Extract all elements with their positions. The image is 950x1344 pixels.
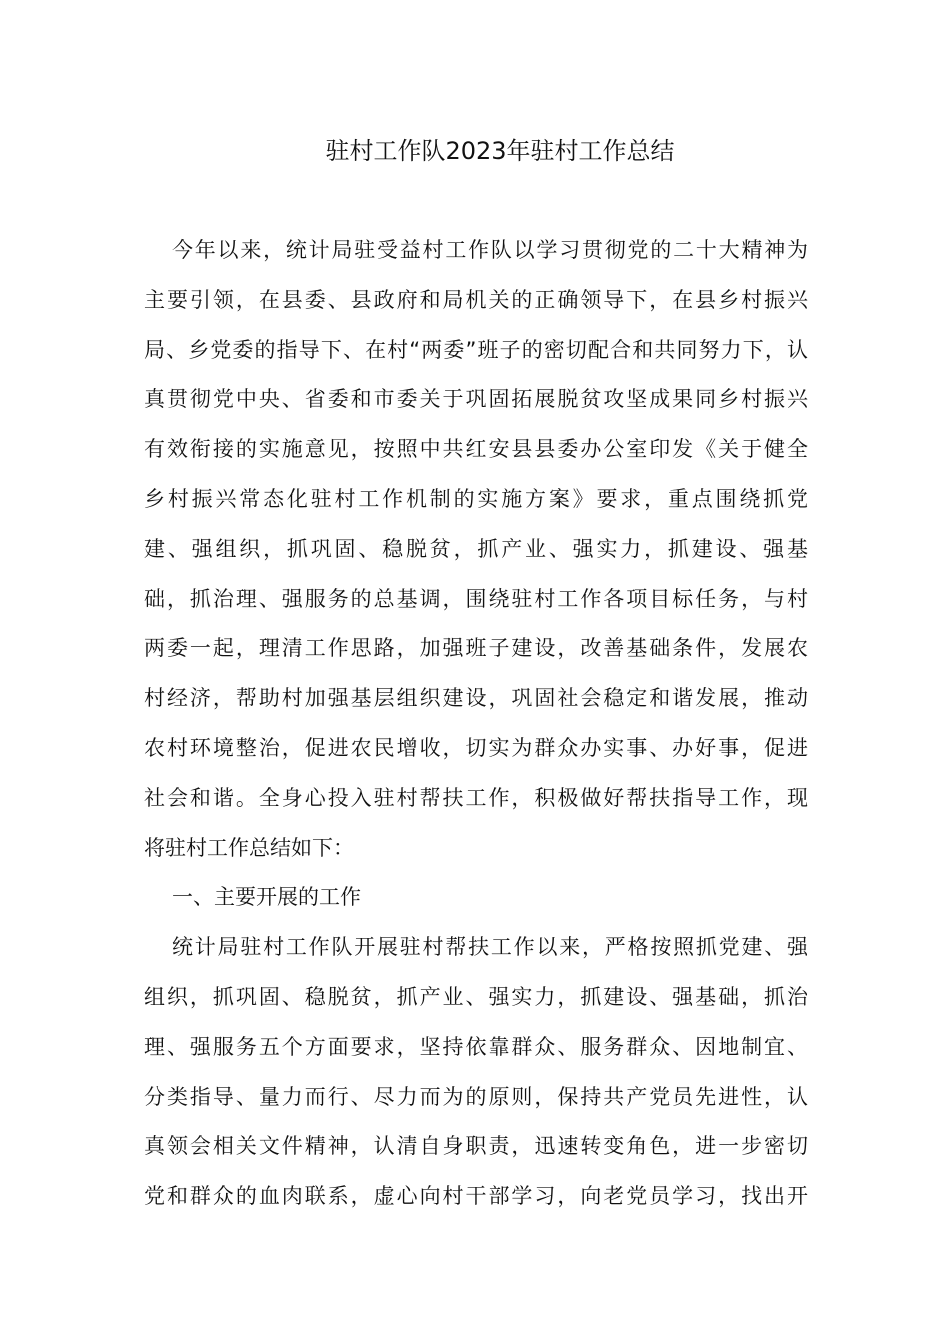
paragraph-line: 统计局驻村工作队开展驻村帮扶工作以来，严格按照抓党建、强 — [172, 935, 808, 960]
paragraph-line: 础，抓治理、强服务的总基调，围绕驻村工作各项目标任务，与村 — [144, 586, 808, 611]
paragraph-line: 乡村振兴常态化驻村工作机制的实施方案》要求，重点围绕抓党 — [144, 486, 808, 511]
paragraph-line: 党和群众的血肉联系，虚心向村干部学习，向老党员学习，找出开 — [144, 1184, 808, 1209]
paragraph-line: 局、乡党委的指导下、在村“两委”班子的密切配合和共同努力下，认 — [144, 337, 808, 362]
paragraph-line: 村经济，帮助村加强基层组织建设，巩固社会稳定和谐发展，推动 — [144, 686, 808, 711]
document-body — [144, 226, 808, 1222]
paragraph-line: 真贯彻党中央、省委和市委关于巩固拓展脱贫攻坚成果同乡村振兴 — [144, 387, 808, 412]
paragraph-line: 真领会相关文件精神，认清自身职责，迅速转变角色，进一步密切 — [144, 1134, 808, 1159]
paragraph-line: 今年以来，统计局驻受益村工作队以学习贯彻党的二十大精神为 — [172, 238, 808, 262]
document-title: 驻村工作队2023年驻村工作总结 — [325, 137, 675, 165]
paragraph-line: 社会和谐。全身心投入驻村帮扶工作，积极做好帮扶指导工作，现 — [144, 785, 808, 810]
paragraph-line: 将驻村工作总结如下： — [144, 835, 354, 860]
section-heading: 一、主要开展的工作 — [172, 885, 361, 910]
paragraph-line: 分类指导、量力而行、尽力而为的原则，保持共产党员先进性，认 — [144, 1084, 808, 1109]
paragraph-line: 建、强组织，抓巩固、稳脱贫，抓产业、强实力，抓建设、强基 — [144, 536, 808, 561]
paragraph-line: 两委一起，理清工作思路，加强班子建设，改善基础条件，发展农 — [144, 636, 808, 661]
paragraph-line: 主要引领，在县委、县政府和局机关的正确领导下，在县乡村振兴 — [144, 287, 808, 312]
paragraph-line: 有效衔接的实施意见，按照中共红安县县委办公室印发《关于健全 — [144, 437, 808, 462]
paragraph-line: 理、强服务五个方面要求，坚持依靠群众、服务群众、因地制宜、 — [144, 1034, 808, 1059]
paragraph-line: 组织，抓巩固、稳脱贫，抓产业、强实力，抓建设、强基础，抓治 — [144, 984, 808, 1009]
paragraph-line: 农村环境整治，促进农民增收，切实为群众办实事、办好事，促进 — [144, 735, 808, 760]
